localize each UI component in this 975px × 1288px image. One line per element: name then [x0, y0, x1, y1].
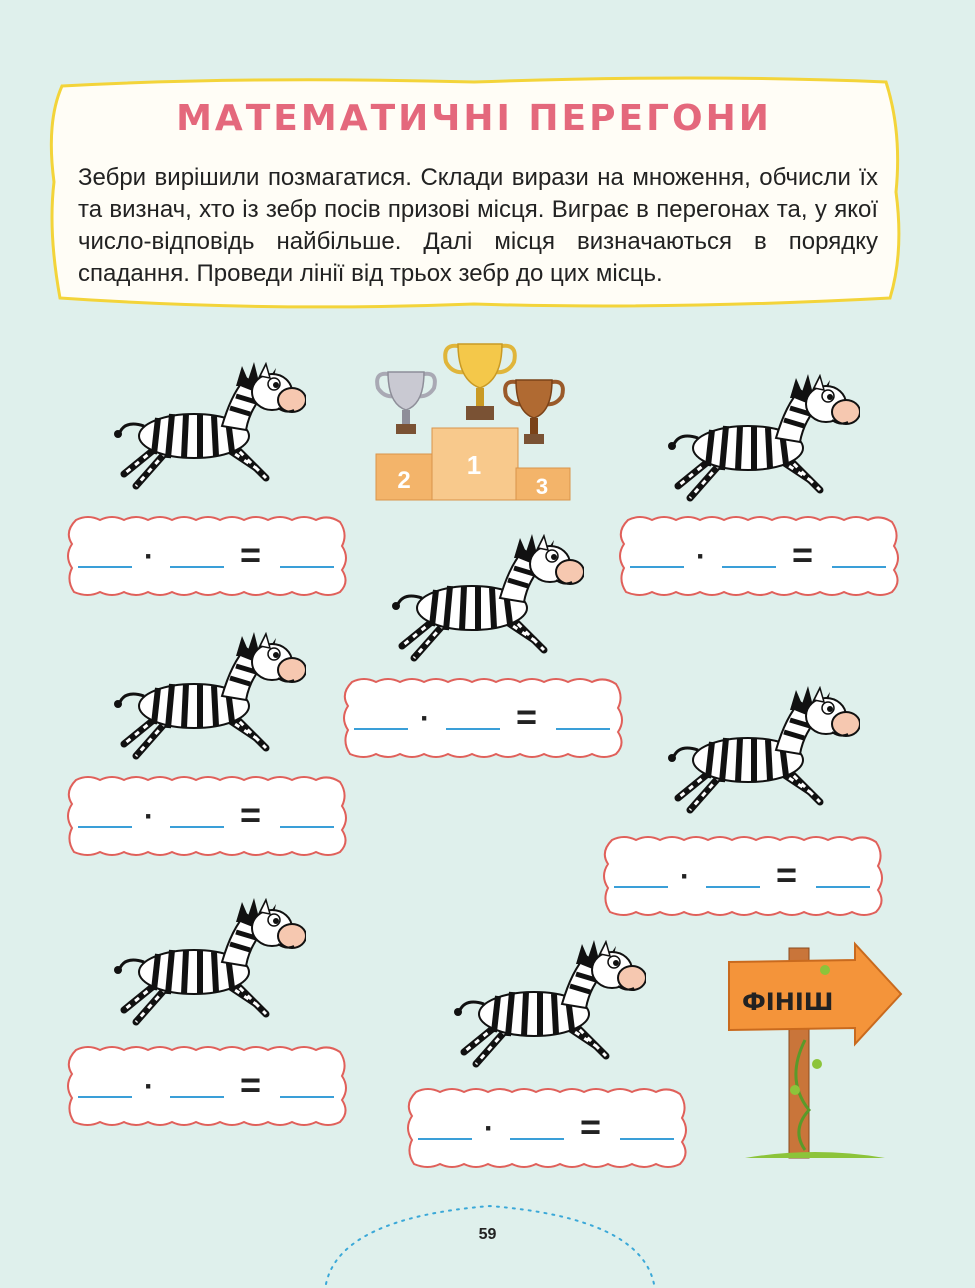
blank-factor-2[interactable]: [706, 886, 760, 888]
blank-factor-1[interactable]: [614, 886, 668, 888]
zebra-7: [436, 934, 646, 1069]
silver-trophy-icon: [377, 372, 435, 434]
zebra-3: [374, 528, 584, 663]
blank-factor-2[interactable]: [170, 1096, 224, 1098]
multiply-dot: ·: [484, 1112, 494, 1145]
exercise-box-3: [340, 676, 626, 760]
blank-factor-1[interactable]: [418, 1138, 472, 1140]
multiply-dot: ·: [144, 1070, 154, 1103]
exercise-box-2: [616, 514, 902, 598]
equals-sign: =: [240, 794, 262, 835]
equals-sign: =: [792, 534, 814, 575]
exercise-box-5: [600, 834, 886, 918]
blank-factor-2[interactable]: [722, 566, 776, 568]
zebra-2: [650, 368, 860, 503]
blank-factor-2[interactable]: [510, 1138, 564, 1140]
zebra-6: [96, 892, 306, 1027]
blank-answer[interactable]: [280, 566, 334, 568]
exercise-box-4: [64, 774, 350, 858]
blank-factor-1[interactable]: [630, 566, 684, 568]
zebra-5: [650, 680, 860, 815]
finish-label: ФІНІШ: [742, 988, 834, 1016]
podium-second-label: 2: [397, 467, 411, 494]
blank-factor-1[interactable]: [78, 826, 132, 828]
finish-sign: [725, 940, 905, 1170]
equals-sign: =: [240, 1064, 262, 1105]
podium-first-label: 1: [466, 450, 482, 480]
equals-sign: =: [776, 854, 798, 895]
blank-factor-2[interactable]: [170, 826, 224, 828]
blank-answer[interactable]: [832, 566, 886, 568]
gold-trophy-icon: [445, 344, 515, 420]
page-title: МАТЕМАТИЧНІ ПЕРЕГОНИ: [176, 98, 772, 139]
zebra-4: [96, 626, 306, 761]
blank-factor-2[interactable]: [446, 728, 500, 730]
blank-factor-1[interactable]: [78, 566, 132, 568]
page-number: 59: [478, 1226, 497, 1243]
instructions-text: Зебри вирішили позмагатися. Склади вирази на множення, обчисли їх та визнач, хто із зебр посів призові місця. Виграє в перегонах та, у якої число-відповідь найбільше. Далі місця визначаються в порядку спадання. Проведи лінії від трьох зебр до цих місць.: [78, 164, 878, 287]
multiply-dot: ·: [420, 702, 430, 735]
multiply-dot: ·: [696, 540, 706, 573]
multiply-dot: ·: [144, 540, 154, 573]
blank-factor-1[interactable]: [78, 1096, 132, 1098]
blank-factor-1[interactable]: [354, 728, 408, 730]
blank-answer[interactable]: [816, 886, 870, 888]
equals-sign: =: [516, 696, 538, 737]
zebra-1: [96, 356, 306, 491]
blank-answer[interactable]: [280, 826, 334, 828]
podium-third-label: 3: [535, 474, 549, 499]
blank-answer[interactable]: [620, 1138, 674, 1140]
multiply-dot: ·: [680, 860, 690, 893]
blank-factor-2[interactable]: [170, 566, 224, 568]
equals-sign: =: [240, 534, 262, 575]
multiply-dot: ·: [144, 800, 154, 833]
podium-trophies: [370, 332, 580, 507]
blank-answer[interactable]: [280, 1096, 334, 1098]
exercise-box-6: [64, 1044, 350, 1128]
blank-answer[interactable]: [556, 728, 610, 730]
equals-sign: =: [580, 1106, 602, 1147]
header-card: [44, 72, 904, 312]
exercise-box-1: [64, 514, 350, 598]
exercise-box-7: [404, 1086, 690, 1170]
